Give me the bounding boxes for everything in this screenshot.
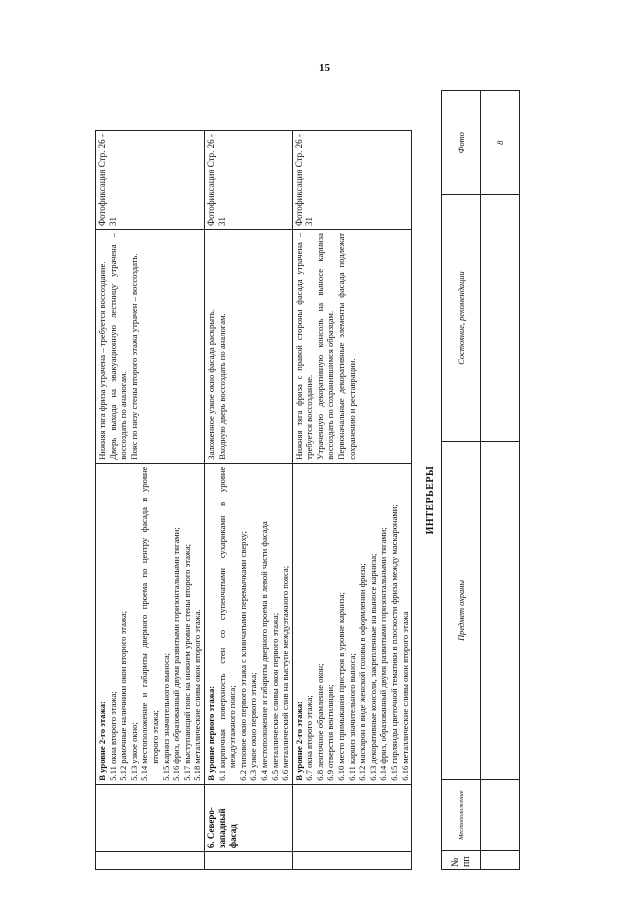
row-number-cell	[96, 852, 205, 870]
photo-cell: Фотофиксация Стр. 26 - 31	[292, 131, 412, 230]
block-heading: В уровне 2-го этажа:	[293, 701, 304, 781]
item-number: 6.5	[269, 770, 280, 781]
item-number: 5.12	[118, 765, 129, 781]
item-text: выступающий пояс на нижнем уровне стены второго этажа;	[181, 543, 192, 764]
item-text: карниз значительного выноса;	[160, 652, 171, 764]
next-row-cell-3	[481, 441, 520, 779]
item-text: карниз значительного выноса;	[346, 653, 357, 765]
photo-cell: Фотофиксация Стр. 26 - 31	[96, 131, 205, 230]
item-text: местоположение и габариты дверного проема в левой части фасада	[258, 521, 269, 768]
list-item	[336, 467, 347, 781]
header-row	[442, 91, 481, 870]
item-text: отверстия вентиляции;	[325, 684, 336, 768]
item-number: 6.7	[304, 770, 315, 781]
item-number: 5.14	[139, 765, 150, 781]
list-item	[304, 467, 315, 781]
item-number: 6.16	[399, 765, 410, 781]
item-text: фриз, образованный двумя развитыми горизонтальными тягами;	[171, 527, 182, 764]
item-text: место примыкания пристроя в уровне карниза;	[336, 592, 347, 764]
item-number: 5.18	[192, 765, 203, 781]
list-item	[378, 467, 389, 781]
next-row-number: 8	[481, 91, 520, 195]
list-item	[118, 467, 129, 781]
item-number: 6.4	[258, 770, 269, 781]
row-number-cell	[204, 852, 292, 870]
list-item	[259, 467, 270, 781]
block-heading: В уровне 2-го этажа:	[97, 701, 107, 781]
item-number: 6.11	[346, 766, 357, 781]
facade-cell: 6. Северо-западный фасад	[204, 784, 292, 851]
list-item	[270, 467, 281, 781]
item-number: 5.17	[181, 765, 192, 781]
item-text: рамочные наличники окон второго этажа;	[118, 610, 129, 764]
list-item	[400, 467, 411, 781]
table-row	[204, 131, 292, 870]
item-text: местоположение и габариты дверного проема по центру фасада в уровне второго этажа;	[139, 466, 160, 764]
state-cell: Заложенное узкое окно фасада раскрыть. Входную дверь воссоздать по аналогам.	[204, 230, 292, 464]
list-item	[238, 467, 249, 781]
header-photo: Фото	[442, 91, 481, 195]
item-text: кирпичная поверхность стен со ступенчатыми сухариками в уровне междуэтажного пояса;	[216, 466, 238, 768]
item-text: маскарон в виде женской головы в оформлении фриза;	[357, 563, 368, 764]
next-row-cell-4	[481, 195, 520, 441]
item-number: 6.10	[336, 765, 347, 781]
header-state: Состояние, рекомендации	[442, 195, 481, 441]
subject-cell	[96, 463, 205, 784]
interiors-header-table	[441, 90, 520, 870]
item-number: 6.12	[357, 765, 368, 781]
item-number: 6.2	[237, 770, 248, 781]
next-row	[481, 91, 520, 870]
item-number: 5.11	[107, 766, 118, 781]
table-body	[96, 131, 412, 870]
item-text: декоративные консоли, закрепленные на выносе карниза;	[367, 553, 378, 764]
item-number: 6.6	[280, 770, 291, 781]
item-number: 6.15	[389, 765, 400, 781]
list-item	[192, 467, 203, 781]
item-text: металлические сливы окон первого этажа;	[269, 612, 280, 768]
list-item	[171, 467, 182, 781]
facade-cell	[96, 784, 205, 851]
list-item	[357, 467, 368, 781]
list-item	[139, 467, 160, 781]
facade-cell	[292, 784, 412, 851]
item-text: металлические сливы окон второго этажа	[399, 611, 410, 764]
item-number: 5.16	[171, 765, 182, 781]
section-title: ИНТЕРЬЕРЫ	[425, 465, 436, 535]
subject-cell	[292, 463, 412, 784]
item-number: 6.8	[314, 770, 325, 781]
list-item	[347, 467, 358, 781]
item-number: 6.9	[325, 770, 336, 781]
header-location: Местоположение	[442, 780, 481, 851]
item-number: 6.13	[367, 765, 378, 781]
protection-table	[95, 130, 412, 870]
table-row	[292, 131, 412, 870]
page-number: 15	[319, 62, 330, 74]
next-row-cell-1	[481, 851, 520, 870]
header-subject: Предмет охраны	[442, 441, 481, 779]
item-number: 6.14	[378, 765, 389, 781]
item-text: фриз, образованный двумя развитыми горизонтальными тягами;	[378, 527, 389, 764]
item-number: 5.15	[160, 765, 171, 781]
item-text: металлический слив на выступе междуэтажного пояса;	[280, 565, 291, 768]
rotated-page	[95, 90, 510, 870]
item-number: 5.13	[128, 765, 139, 781]
list-item	[280, 467, 291, 781]
next-row-cell-2	[481, 780, 520, 851]
photo-cell: Фотофиксация Стр. 26 - 31	[204, 131, 292, 230]
item-text: окна второго этажа;	[304, 695, 315, 768]
subject-cell	[204, 463, 292, 784]
list-item	[182, 467, 193, 781]
item-text: гирлянды цветочной тематики в плоскости фриза между маскаронами;	[389, 504, 400, 764]
row-number-cell	[292, 852, 412, 870]
list-item	[108, 467, 119, 781]
list-item	[325, 467, 336, 781]
list-item	[129, 467, 140, 781]
state-cell: Нижняя тяга фриза утрачена – требуется воссоздание. Дверь выхода на эвакуационную лестницу утрачена – воссоздать по аналогам. Пояс по низу стены второго этажа утрачен – воссоздать.	[96, 230, 205, 464]
item-text: типовое окно первого этажа с клинчатыми перемычками сверху;	[237, 531, 248, 768]
item-number: 6.3	[248, 770, 259, 781]
item-text: металлические сливы окон второго этажа.	[192, 609, 203, 764]
block-heading: В уровне первого этажа:	[205, 685, 216, 781]
item-text: ленточное обрамление окон;	[314, 663, 325, 768]
list-item	[368, 467, 379, 781]
item-text: узкое окно первого этажа;	[248, 672, 259, 768]
item-text: окна второго этажа;	[107, 691, 118, 765]
header-num: № пп	[442, 851, 481, 870]
state-cell: Нижняя тяга фриза с правой стороны фасада утрачена – требуется воссоздание. Утраченную декоративную консоль на выносе карниза воссоздать по сохранившимся образцам. Первоначальные декоративные элементы фасада подлежат сохранению и реставрации.	[292, 230, 412, 464]
list-item	[248, 467, 259, 781]
list-item	[161, 467, 172, 781]
item-number: 6.1	[216, 770, 227, 781]
table-row	[96, 131, 205, 870]
list-item	[389, 467, 400, 781]
list-item	[217, 467, 238, 781]
list-item	[315, 467, 326, 781]
item-text: узкое окно;	[128, 722, 139, 764]
